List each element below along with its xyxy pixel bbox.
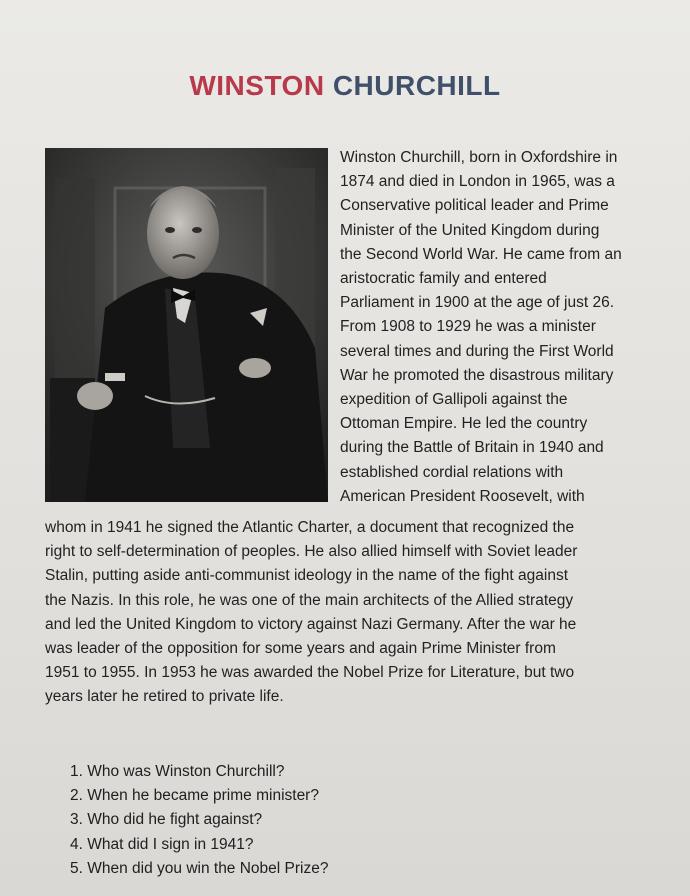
text-line: the Nazis. In this role, he was one of the main architects of the Allied strategy bbox=[45, 591, 574, 609]
continued-paragraph bbox=[45, 516, 685, 710]
text-line: From 1908 to 1929 he was a minister bbox=[340, 318, 596, 336]
text-line: years later he retired to private life. bbox=[45, 688, 284, 706]
question-item: 1. Who was Winston Churchill? bbox=[70, 763, 285, 780]
intro-paragraph bbox=[340, 146, 686, 509]
question-list bbox=[70, 760, 328, 881]
text-line: Winston Churchill, born in Oxfordshire in bbox=[340, 149, 618, 166]
question-item: 4. What did I sign in 1941? bbox=[70, 835, 254, 853]
text-line: the Second World War. He came from an bbox=[340, 245, 622, 263]
text-line: and led the United Kingdom to victory against Nazi Germany. After the war he bbox=[45, 615, 577, 633]
page-title bbox=[0, 70, 690, 102]
text-line: established cordial relations with bbox=[340, 463, 564, 481]
question-item: 5. When did you win the Nobel Prize? bbox=[70, 859, 329, 877]
text-line: aristocratic family and entered bbox=[340, 270, 547, 288]
text-line: whom in 1941 he signed the Atlantic Charter, a document that recognized the bbox=[45, 519, 575, 536]
text-line: Stalin, putting aside anti-communist ideology in the name of the fight against bbox=[45, 567, 569, 585]
text-line: 1951 to 1955. In 1953 he was awarded the Nobel Prize for Literature, but two bbox=[45, 664, 575, 682]
text-line: 1874 and died in London in 1965, was a bbox=[340, 173, 615, 191]
text-line: was leader of the opposition for some years and again Prime Minister from bbox=[45, 640, 556, 658]
text-line: Conservative political leader and Prime bbox=[340, 197, 609, 215]
portrait-illustration bbox=[45, 148, 328, 502]
question-item: 2. When he became prime minister? bbox=[70, 787, 319, 805]
text-line: several times and during the First World bbox=[340, 342, 614, 360]
title-first-word: WINSTON bbox=[189, 70, 325, 101]
text-line: expedition of Gallipoli against the bbox=[340, 391, 568, 409]
question-item: 3. Who did he fight against? bbox=[70, 811, 263, 829]
text-line: American President Roosevelt, with bbox=[340, 487, 585, 505]
text-line: Minister of the United Kingdom during bbox=[340, 221, 600, 239]
title-second-word: CHURCHILL bbox=[332, 70, 501, 101]
text-line: Parliament in 1900 at the age of just 26. bbox=[340, 294, 615, 312]
text-line: War he promoted the disastrous military bbox=[340, 366, 614, 384]
text-line: during the Battle of Britain in 1940 and bbox=[340, 439, 604, 457]
text-line: Ottoman Empire. He led the country bbox=[340, 415, 588, 433]
text-line: right to self-determination of peoples. He also allied himself with Soviet leader bbox=[45, 543, 578, 561]
churchill-portrait bbox=[45, 148, 328, 502]
